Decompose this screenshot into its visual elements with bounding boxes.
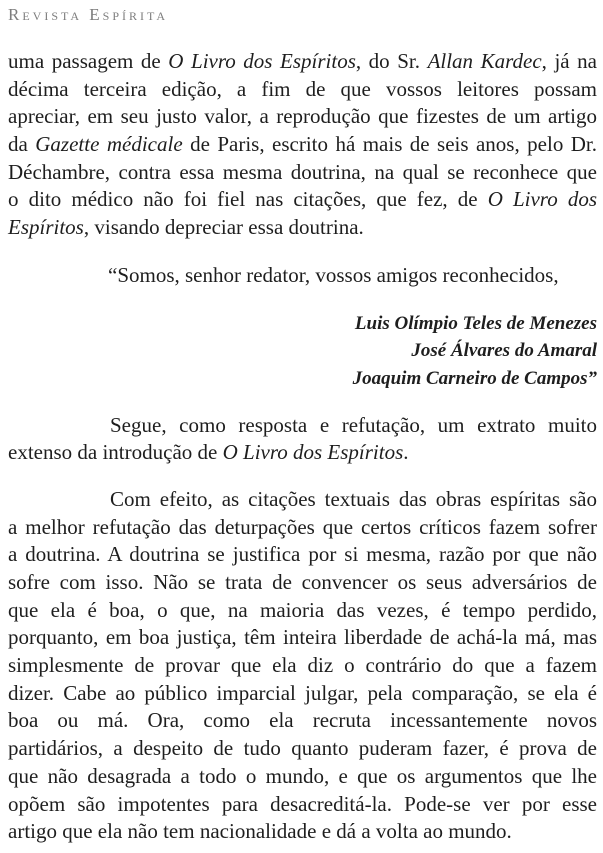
text-run: o dito médico não foi fiel nas citações, que fez, de bbox=[8, 187, 488, 212]
text-line bbox=[8, 186, 597, 214]
signature-block bbox=[8, 310, 597, 393]
book-title: O Livro dos Espíritos bbox=[168, 49, 356, 73]
author-name: Allan Kardec bbox=[427, 49, 542, 73]
text-line: sofre com isso. Não se trata de convencer os seus adversários de bbox=[8, 570, 597, 594]
book-title: O Livro dos Espíritos bbox=[222, 440, 404, 465]
editorial-note bbox=[8, 412, 597, 467]
text-run: Déchambre, contra essa mesma doutrina, na qual se reconhece que bbox=[8, 159, 597, 184]
book-title: Espíritos bbox=[8, 215, 84, 240]
text-run: extenso da introdução de bbox=[8, 440, 223, 465]
text-line: partidários, a despeito de tudo quanto puderam fazer, é prova de bbox=[8, 736, 597, 761]
signature-line: Joaquim Carneiro de Campos” bbox=[352, 367, 597, 389]
text-line: artigo que ela não tem nacionalidade e dá a volta ao mundo. bbox=[8, 819, 512, 844]
text-body bbox=[8, 48, 597, 846]
text-line bbox=[8, 159, 597, 187]
text-run: da bbox=[8, 132, 36, 157]
text-run: , já na bbox=[541, 49, 597, 73]
text-run: , visando depreciar essa doutrina. bbox=[83, 215, 364, 240]
text-line: a doutrina. A doutrina se justifica por si mesma, razão por que não bbox=[8, 542, 597, 567]
text-run: décima terceira edição, a fim de que vossos leitores possam bbox=[8, 76, 597, 101]
text-run: . bbox=[403, 440, 409, 465]
text-line: simplesmente de provar que ela diz o contrário do que a fazem bbox=[8, 653, 597, 678]
text-line: opõem são impotentes para desacreditá-la. Pode-se ver por esse bbox=[8, 791, 597, 816]
text-line: que ela é boa, o que, na maioria das vezes, é tempo perdido, bbox=[8, 597, 597, 622]
text-run: de Paris, escrito há mais de seis anos, pelo Dr. bbox=[182, 132, 598, 157]
text-run: , do Sr. bbox=[355, 49, 428, 73]
text-run: “Somos, senhor redator, vossos amigos reconhecidos, bbox=[108, 262, 559, 287]
text-run: Segue, como resposta e refutação, um extrato muito bbox=[110, 412, 597, 437]
text-line bbox=[8, 131, 597, 159]
text-line: dizer. Cabe ao público imparcial julgar, pela comparação, se ela é bbox=[8, 680, 597, 705]
signature-line: Luis Olímpio Teles de Menezes bbox=[354, 312, 597, 334]
letter-paragraph bbox=[8, 48, 597, 242]
signature-line: José Álvares do Amaral bbox=[411, 340, 597, 362]
text-line bbox=[8, 439, 597, 467]
book-title: O Livro dos bbox=[487, 187, 597, 212]
text-line: Com efeito, as citações textuais das obras espíritas são bbox=[110, 486, 597, 511]
text-line bbox=[8, 412, 597, 440]
journal-title: Gazette médicale bbox=[35, 132, 183, 157]
text-line: boa ou má. Ora, como ela recruta incessantemente novos bbox=[8, 708, 597, 733]
text-line: a melhor refutação das deturpações que certos críticos fazem sofrer bbox=[8, 514, 597, 539]
text-line bbox=[8, 48, 597, 76]
text-run: uma passagem de bbox=[8, 49, 169, 73]
text-line bbox=[8, 76, 597, 104]
running-head: Revista Espírita bbox=[8, 5, 169, 24]
text-line: porquanto, em boa justiça, têm inteira liberdade de achá-la má, mas bbox=[8, 625, 597, 650]
text-line: que não desagrada a todo o mundo, e que os argumentos que lhe bbox=[8, 763, 597, 788]
commentary-paragraph bbox=[8, 486, 597, 846]
text-run: apreciar, em seu justo valor, a reprodução que fizestes de um artigo bbox=[8, 104, 597, 129]
letter-salutation bbox=[8, 262, 597, 290]
text-line bbox=[8, 103, 597, 131]
text-line bbox=[8, 214, 597, 242]
